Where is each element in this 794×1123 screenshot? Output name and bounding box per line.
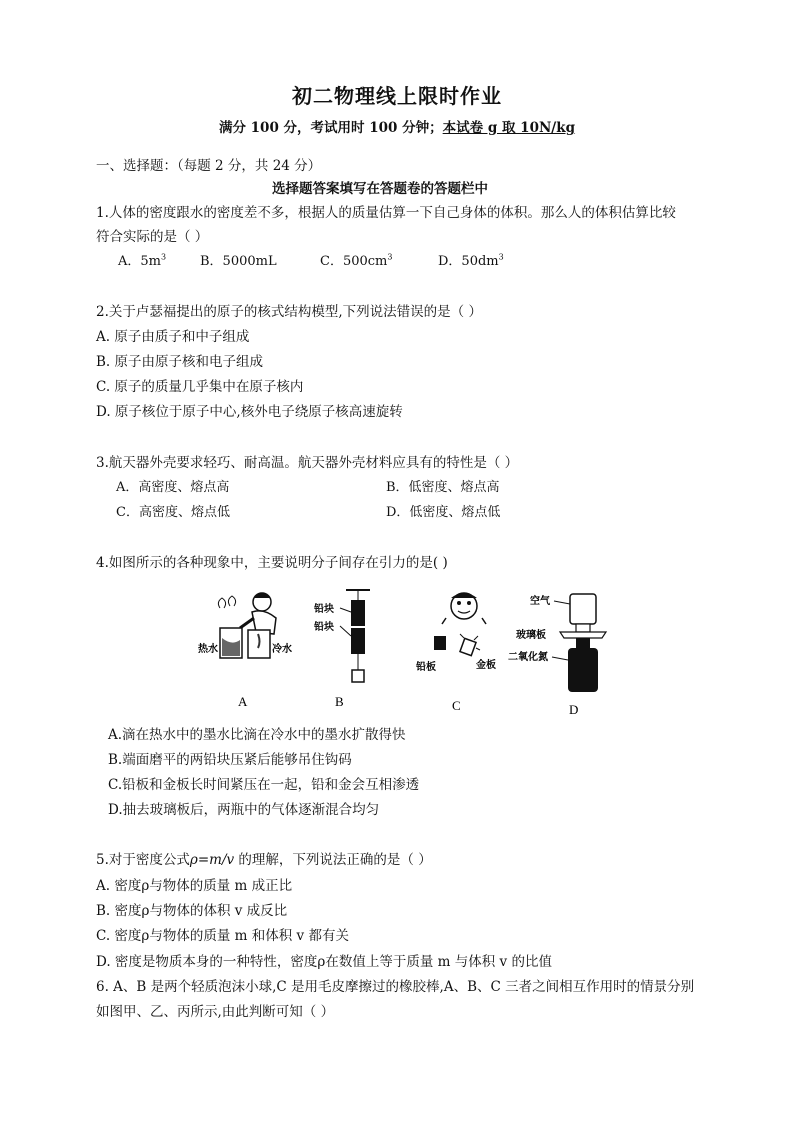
- q5-option-d: D. 密度是物质本身的一种特性，密度ρ在数值上等于质量 m 与体积 v 的比值: [96, 954, 552, 970]
- q6-stem-line1: 6. A、B 是两个轻质泡沫小球,C 是用毛皮摩擦过的橡胶棒,A、B、C 三者之间相互作用时的情景分别: [96, 979, 695, 995]
- figure-d-label: D: [569, 702, 579, 717]
- q3-option-d: D．低密度、熔点低: [386, 505, 501, 520]
- exam-info: [0, 116, 794, 136]
- q1-option-c: C．$500cm^3$: [320, 252, 393, 269]
- q1-stem-line1: 1.人体的密度跟水的密度差不多，根据人的质量估算一下自己身体的体积。那么人的体积估算比较: [96, 205, 676, 221]
- figure-a: [198, 593, 292, 709]
- q4-option-b: B.端面磨平的两铅块压紧后能够吊住钩码: [108, 752, 352, 768]
- q1-stem-line2: 符合实际的是（ ）: [96, 229, 209, 245]
- lead-block-label-1: 铅块: [314, 604, 334, 615]
- q6-stem-line2: 如图甲、乙、丙所示,由此判断可知（ ）: [96, 1004, 335, 1020]
- pointer-line: [340, 626, 351, 636]
- q4-option-a: A.滴在热水中的墨水比滴在冷水中的墨水扩散得快: [108, 727, 406, 743]
- q3-option-a: A．高密度、熔点高: [116, 480, 230, 495]
- q2-stem: 2.关于卢瑟福提出的原子的核式结构模型,下列说法错误的是（ ）: [96, 304, 482, 320]
- section-note: 选择题答案填写在答题卷的答题栏中: [272, 181, 488, 197]
- person-arm: [240, 618, 254, 628]
- no2-bottle-neck: [576, 638, 590, 648]
- hook-weight: [352, 670, 364, 682]
- q2-option-c: C. 原子的质量几乎集中在原子核内: [96, 379, 304, 395]
- steam: [228, 596, 235, 606]
- lead-block-top: [351, 600, 365, 626]
- q3-option-c: C．高密度、熔点低: [116, 505, 230, 520]
- q1-option-d: D．$50dm^3$: [438, 252, 504, 269]
- lead-block-label-2: 铅块: [314, 622, 334, 633]
- q3-option-b: B．低密度、熔点高: [386, 480, 500, 495]
- person-hair: [254, 593, 270, 598]
- exam-info-gravity: 本试卷 g 取 10N/kg: [442, 120, 576, 136]
- q1-option-b: B．5000mL: [200, 254, 277, 269]
- q3-stem: 3.航天器外壳要求轻巧、耐高温。航天器外壳材料应具有的特性是（ ）: [96, 455, 519, 471]
- q4-option-d: D.抽去玻璃板后，两瓶中的气体逐渐混合均匀: [108, 802, 380, 818]
- figure-c: [416, 593, 496, 713]
- gold-plate-label: 金板: [476, 660, 496, 671]
- pointer-line: [552, 657, 568, 660]
- steam: [218, 598, 225, 608]
- cold-water-label: 冷水: [272, 644, 292, 655]
- lead-block-bottom: [351, 628, 365, 654]
- lead-plate-label: 铅板: [416, 662, 436, 673]
- q2-option-b: B. 原子由原子核和电子组成: [96, 354, 264, 370]
- hair: [451, 593, 477, 598]
- figure-b: [314, 590, 370, 709]
- glass-plate: [560, 632, 606, 638]
- no2-bottle: [568, 648, 598, 692]
- glass-plate-label: 玻璃板: [516, 630, 546, 641]
- no2-label: 二氧化氮: [508, 652, 548, 663]
- q2-option-a: A. 原子由质子和中子组成: [96, 329, 250, 345]
- density-formula: ρ=m/v: [189, 852, 235, 868]
- lead-plate: [434, 636, 446, 650]
- q4-figure: [190, 588, 610, 718]
- q5-option-a: A. 密度ρ与物体的质量 m 成正比: [96, 878, 293, 894]
- q5-stem: 5.对于密度公式ρ=m/v 的理解，下列说法正确的是（ ）: [96, 852, 432, 868]
- q1-option-a: A．$5m^3$: [118, 252, 167, 269]
- q2-option-d: D. 原子核位于原子中心,核外电子绕原子核高速旋转: [96, 404, 403, 420]
- figure-c-label: C: [452, 698, 461, 713]
- exam-info-score-time: 满分 100 分，考试用时 100 分钟；: [218, 120, 443, 136]
- hot-water-label: 热水: [198, 644, 218, 655]
- q5-option-c: C. 密度ρ与物体的质量 m 和体积 v 都有关: [96, 928, 349, 944]
- gold-plate: [460, 638, 476, 655]
- q4-option-c: C.铅板和金板长时间紧压在一起，铅和金会互相渗透: [108, 777, 420, 793]
- eye: [457, 601, 461, 605]
- q5-option-b: B. 密度ρ与物体的体积 v 成反比: [96, 903, 288, 919]
- pointer-line: [340, 608, 351, 612]
- pointer-line: [554, 601, 570, 604]
- eye: [467, 601, 471, 605]
- figure-a-label: A: [238, 694, 248, 709]
- air-bottle-neck: [576, 624, 590, 632]
- air-bottle: [570, 594, 596, 624]
- air-label: 空气: [530, 596, 550, 607]
- figure-d: [508, 594, 606, 717]
- page-title: 初二物理线上限时作业: [292, 84, 502, 108]
- q4-stem: 4.如图所示的各种现象中，主要说明分子间存在引力的是( ): [96, 555, 448, 571]
- section-heading: 一、选择题：（每题 2 分，共 24 分）: [96, 158, 322, 174]
- figure-b-label: B: [335, 694, 344, 709]
